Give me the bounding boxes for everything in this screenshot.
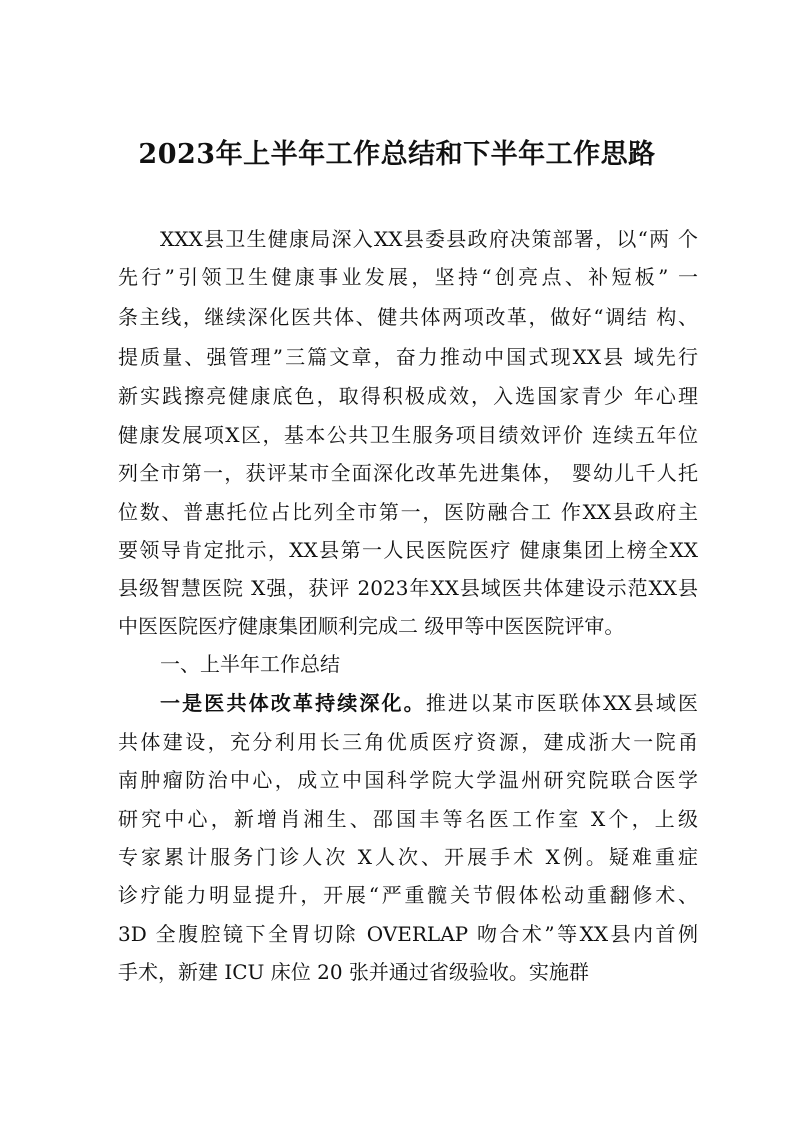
paragraph-line: 专家累计服务门诊人次 X人次、开展手术 X例。疑难重症 <box>118 845 698 869</box>
paragraph-line: 先行”引领卫生健康事业发展，坚持“创亮点、补短板” 一 <box>118 265 698 289</box>
paragraph-line: 南肿瘤防治中心，成立中国科学院大学温州研究院联合医学 <box>118 768 698 792</box>
paragraph-line: 3D 全腹腔镜下全胃切除 OVERLAP 吻合术”等XX县内首例 <box>118 922 698 946</box>
paragraph-line: 位数、普惠托位占比列全市第一，医防融合工 作XX县政府主 <box>118 500 698 524</box>
paragraph-line: 中医医院医疗健康集团顺利完成二 级甲等中医医院评审。 <box>118 614 625 638</box>
item-heading: 一是医共体改革持续深化。 <box>160 691 426 715</box>
paragraph-line: 健康发展项X区，基本公共卫生服务项目绩效评价 连续五年位 <box>118 423 698 447</box>
paragraph-line: 新实践擦亮健康底色，取得积极成效，入选国家青少 年心理 <box>118 384 698 408</box>
paragraph-line: 条主线，继续深化医共体、健共体两项改革，做好“调结 构、 <box>118 305 698 329</box>
paragraph-line: 手术，新建 ICU 床位 20 张并通过省级验收。实施群 <box>118 960 589 984</box>
paragraph-line: 列全市第一，获评某市全面深化改革先进集体， 婴幼儿千人托 <box>118 461 698 485</box>
document-title: 2023年上半年工作总结和下半年工作思路 <box>138 139 656 170</box>
paragraph-line: 县级智慧医院 X强，获评 2023年XX县域医共体建设示范XX县 <box>118 576 698 600</box>
paragraph-line: XXX县卫生健康局深入XX县委县政府决策部署，以“两 个 <box>160 227 698 251</box>
paragraph-line: 诊疗能力明显提升，开展“严重髋关节假体松动重翻修术、 <box>118 883 698 907</box>
section-heading: 一、上半年工作总结 <box>160 652 340 676</box>
paragraph-line: 要领导肯定批示，XX县第一人民医院医疗 健康集团上榜全XX <box>118 538 698 562</box>
paragraph-line: 提质量、强管理”三篇文章，奋力推动中国式现XX县 域先行 <box>118 345 698 369</box>
item-heading-rest: 推进以某市医联体XX县域医 <box>425 691 699 715</box>
paragraph-line: 共体建设，充分利用长三角优质医疗资源，建成浙大一院甬 <box>118 730 698 754</box>
item-first-line <box>160 688 698 718</box>
paragraph-line: 研究中心，新增肖湘生、邵国丰等名医工作室 X个，上级 <box>118 807 698 831</box>
